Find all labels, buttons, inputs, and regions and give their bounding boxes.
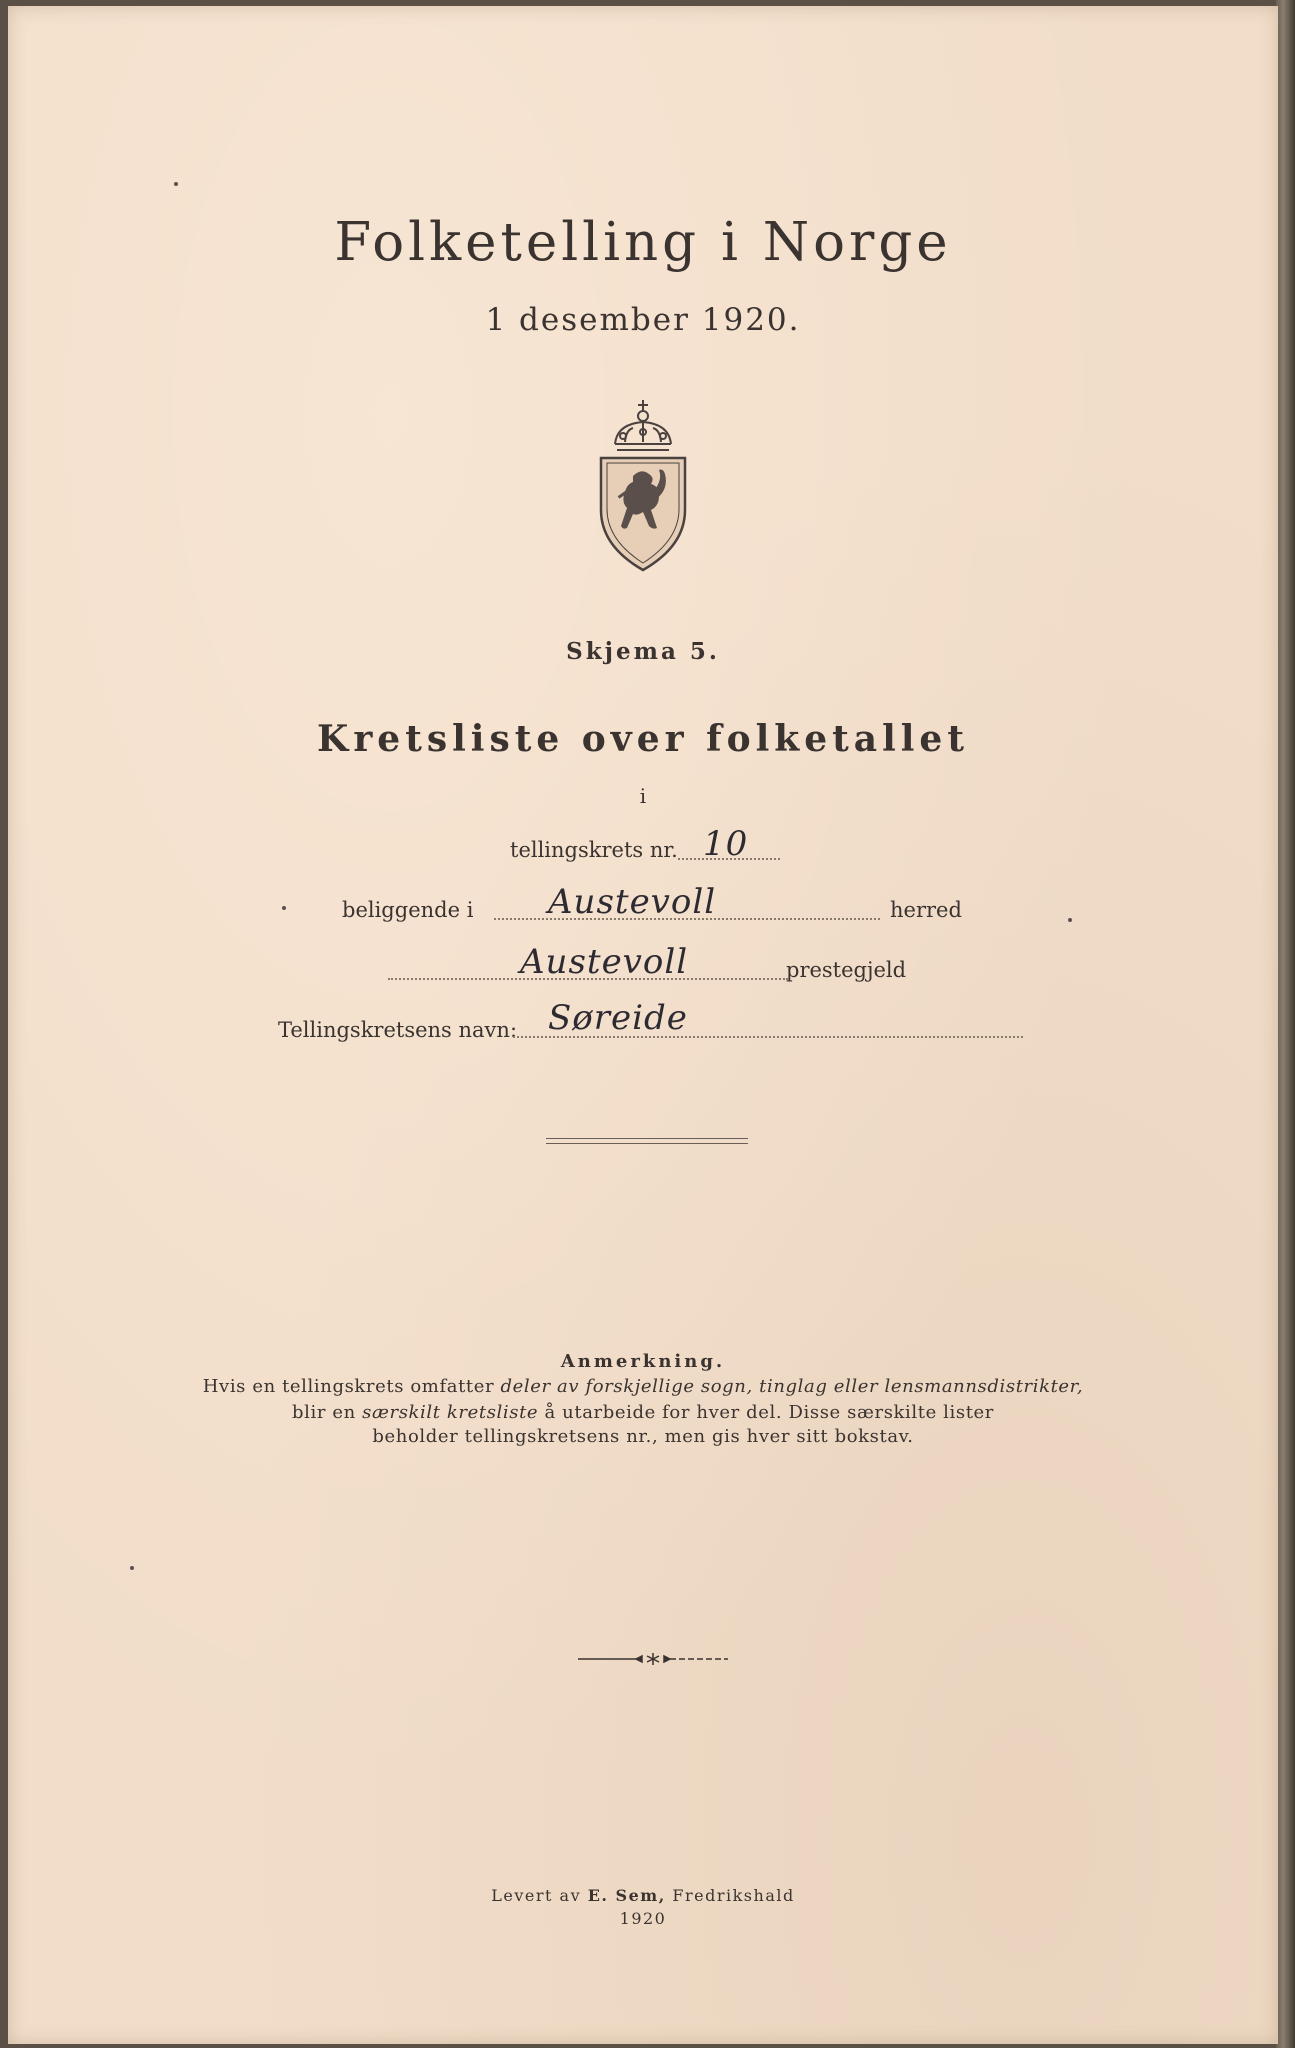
divider-top [546,1138,748,1139]
krets-name-label: Tellingskretsens navn: [278,1018,518,1042]
krets-number-handwritten: 10 [703,824,749,864]
prestegjeld-name-handwritten: Austevoll [520,942,689,982]
paper-speck [130,1566,134,1570]
krets-name-handwritten: Søreide [548,998,688,1038]
krets-label: tellingskrets nr. [510,838,678,862]
note-line-3: beholder tellingskretsens nr., men gis hver sitt bokstav. [372,1426,914,1447]
note-line-2 [8,1402,1278,1423]
paper-speck [174,182,178,186]
note-line-2-tail: å utarbeide for hver del. Disse særskilte lister [538,1402,994,1423]
ornament-divider-icon [578,1652,728,1666]
note-line-2-emphasis: særskilt kretsliste [362,1402,539,1423]
beliggende-label: beliggende i [342,898,474,922]
paper-speck [1068,918,1072,922]
herred-label: herred [890,898,962,922]
note-line-1 [8,1376,1278,1397]
printer-credit [8,1886,1278,1905]
printer-place: Fredrikshald [665,1886,795,1905]
paper-speck [282,906,286,910]
document-date: 1 desember 1920. [485,302,801,338]
note-line-2-text: blir en [292,1402,363,1423]
print-year: 1920 [619,1909,667,1928]
note-line-1-text: Hvis en tellingskrets omfatter [202,1376,501,1397]
scan-edge [1276,0,1295,2048]
printer-prefix: Levert av [491,1886,588,1905]
document-sheet [8,6,1278,2044]
divider-bottom [546,1143,748,1144]
connector-word: i [639,784,647,808]
prestegjeld-label: prestegjeld [786,958,907,982]
form-heading: Kretsliste over folketallet [317,718,969,760]
note-line-1-emphasis: deler av forskjellige sogn, tinglag eller lensmannsdistrikter, [500,1376,1084,1397]
schema-number: Skjema 5. [566,638,720,665]
herred-name-handwritten: Austevoll [548,882,717,922]
document-title: Folketelling i Norge [334,212,952,273]
norway-coat-of-arms-icon [593,396,693,574]
printer-name: E. Sem, [587,1886,666,1905]
note-title: Anmerkning. [560,1351,726,1372]
